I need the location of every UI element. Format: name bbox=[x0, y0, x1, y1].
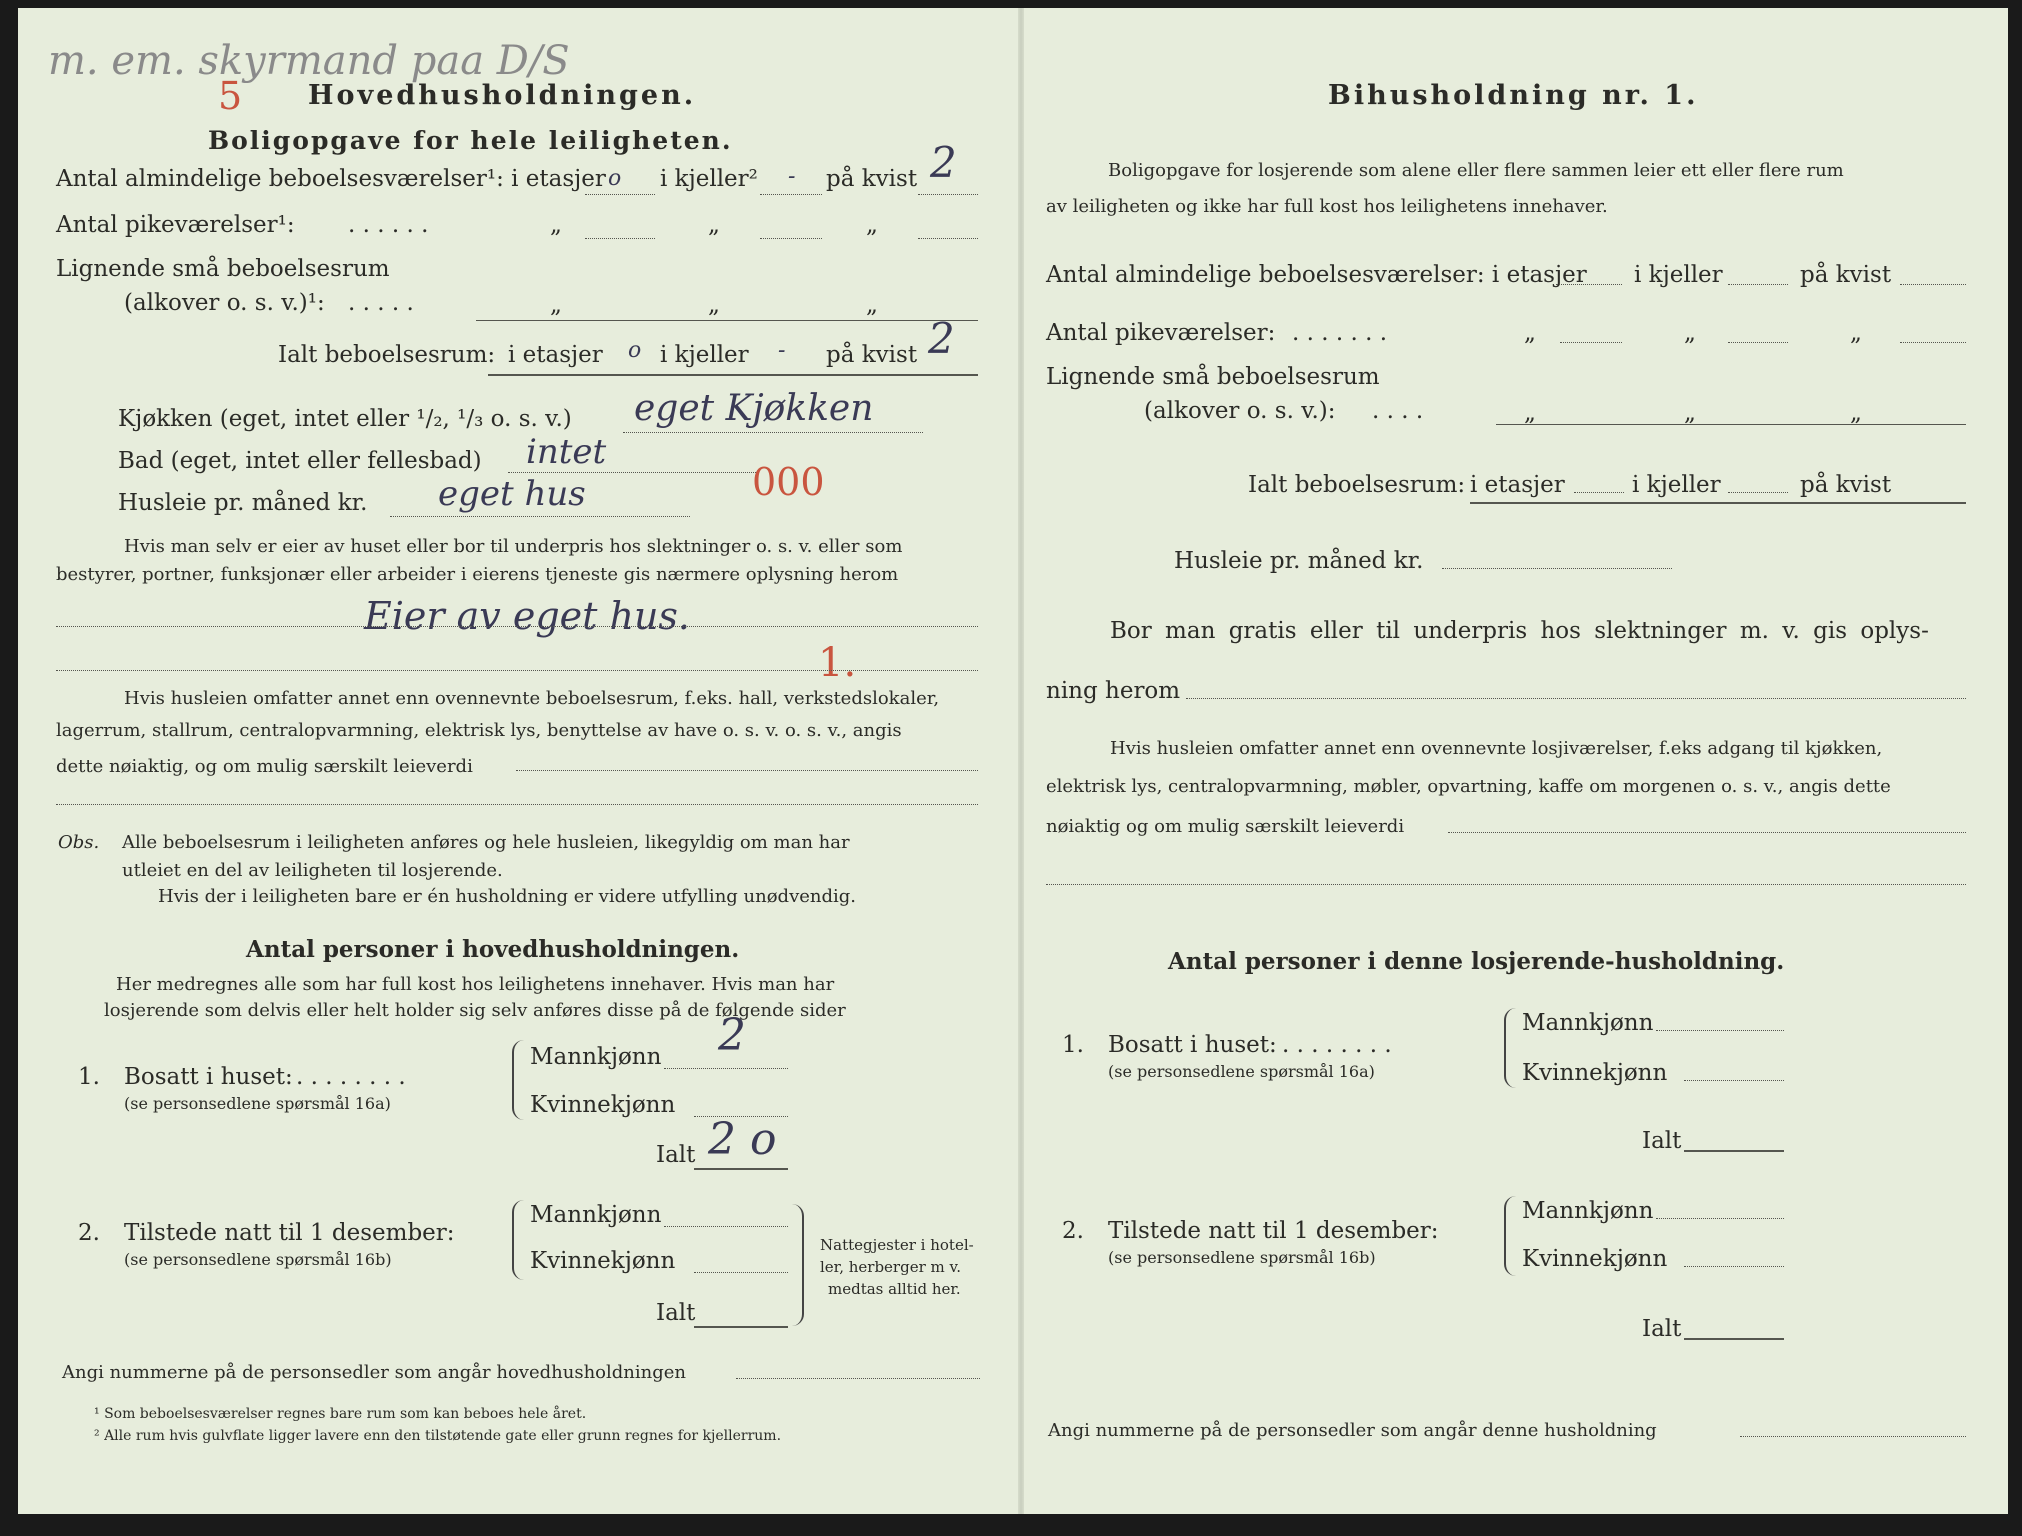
right-q2-ialt-label: Ialt bbox=[1642, 1316, 1682, 1342]
right-q2-label: Tilstede natt til 1 desember: bbox=[1108, 1218, 1439, 1244]
husleie-label: Husleie pr. måned kr. bbox=[118, 490, 368, 516]
right-q1-ialt-line[interactable] bbox=[1684, 1150, 1784, 1152]
right-q2-number: 2. bbox=[1062, 1218, 1084, 1244]
eier-text-line1: Hvis man selv er eier av huset eller bor til underpris hos slektninger o. s. v. eller som bbox=[124, 536, 903, 557]
rooms-kjeller-value: - bbox=[788, 164, 796, 189]
right-rooms-label: Antal almindelige beboelsesværelser: i etasjer bbox=[1046, 262, 1587, 288]
nattegjester-line2: ler, herberger m v. bbox=[820, 1258, 961, 1276]
right-ialt-kjeller-line[interactable] bbox=[1728, 492, 1788, 493]
right-alkover-ditto-3: „ bbox=[1850, 400, 1862, 426]
ialt-underline bbox=[488, 374, 978, 376]
right-title: Bihusholdning nr. 1. bbox=[1328, 80, 1699, 111]
rooms-kvist-label: på kvist bbox=[826, 166, 918, 192]
right-page bbox=[1024, 8, 2008, 1514]
pike-etasjer-line[interactable] bbox=[585, 238, 655, 239]
right-ialt-underline bbox=[1470, 502, 1966, 504]
q2-mann-label: Mannkjønn bbox=[530, 1202, 662, 1228]
rooms-kjeller-line[interactable] bbox=[760, 194, 822, 195]
right-pike-kvist-line[interactable] bbox=[1900, 342, 1966, 343]
pike-ditto-1: „ bbox=[550, 212, 562, 238]
q1-kvinne-label: Kvinnekjønn bbox=[530, 1092, 676, 1118]
right-ialt-kjeller-label: i kjeller bbox=[1632, 472, 1721, 498]
obs-line2: utleiet en del av leiligheten til losjerende. bbox=[122, 860, 503, 881]
right-husleie-label: Husleie pr. måned kr. bbox=[1174, 548, 1424, 574]
right-pike-etasjer-line[interactable] bbox=[1560, 342, 1622, 343]
right-pike-ditto-2: „ bbox=[1684, 320, 1696, 346]
pike-ditto-3: „ bbox=[866, 212, 878, 238]
alkover-ditto-2: „ bbox=[708, 292, 720, 318]
obs-label: Obs. bbox=[58, 832, 100, 853]
q2-ialt-line[interactable] bbox=[694, 1326, 788, 1328]
obs-line3: Hvis der i leiligheten bare er én husholdning er videre utfylling unødvendig. bbox=[158, 886, 857, 907]
q2-right-brace bbox=[788, 1204, 804, 1326]
right-persons-title: Antal personer i denne losjerende-husholdning. bbox=[1168, 948, 1785, 975]
right-rooms-kvist-label: på kvist bbox=[1800, 262, 1892, 288]
right-rooms-etasjer-line[interactable] bbox=[1556, 284, 1622, 285]
kjokken-label: Kjøkken (eget, intet eller ¹/₂, ¹/₃ o. s. v.) bbox=[118, 406, 572, 432]
persons-line1: Her medregnes alle som har full kost hos leilighetens innehaver. Hvis man har bbox=[116, 974, 835, 995]
right-ialt-etasjer-label: i etasjer bbox=[1470, 472, 1565, 498]
bad-label: Bad (eget, intet eller fellesbad) bbox=[118, 448, 482, 474]
right-pike-label: Antal pikeværelser: bbox=[1046, 320, 1276, 346]
right-gratis-line2: ning herom bbox=[1046, 678, 1181, 704]
right-omfatter-line-a[interactable] bbox=[1448, 832, 1966, 833]
q2-number: 2. bbox=[78, 1220, 100, 1246]
page-title: Hovedhusholdningen. bbox=[308, 80, 697, 111]
alkover-leader-dots: . . . . . bbox=[348, 290, 414, 316]
right-q1-sub: (se personsedlene spørsmål 16a) bbox=[1108, 1062, 1375, 1081]
nattegjester-line1: Nattegjester i hotel- bbox=[820, 1236, 974, 1254]
footnote-2: ² Alle rum hvis gulvflate ligger lavere enn den tilstøtende gate eller grunn regnes for kjellerrum. bbox=[94, 1428, 782, 1444]
q2-sub: (se personsedlene spørsmål 16b) bbox=[124, 1250, 392, 1269]
right-q2-mann-label: Mannkjønn bbox=[1522, 1198, 1654, 1224]
angi-line[interactable] bbox=[736, 1378, 980, 1379]
ialt-kvist-value: 2 bbox=[928, 314, 955, 363]
right-rooms-kvist-line[interactable] bbox=[1900, 284, 1966, 285]
alkover-ditto-1: „ bbox=[550, 292, 562, 318]
right-pike-ditto-1: „ bbox=[1524, 320, 1536, 346]
eier-line-1[interactable] bbox=[56, 626, 978, 627]
right-omfatter-line2: elektrisk lys, centralopvarmning, møbler, opvartning, kaffe om morgenen o. s. v., angis dette bbox=[1046, 776, 1891, 797]
obs-line1: Alle beboelsesrum i leiligheten anføres og hele husleien, likegyldig om man har bbox=[122, 832, 850, 853]
right-gratis-line[interactable] bbox=[1186, 698, 1966, 699]
right-intro-line2: av leiligheten og ikke har full kost hos leilighetens innehaver. bbox=[1046, 196, 1608, 217]
eier-text-line2: bestyrer, portner, funksjonær eller arbeider i eierens tjeneste gis nærmere oplysning herom bbox=[56, 564, 899, 585]
husleie-line[interactable] bbox=[390, 516, 690, 517]
q1-brace bbox=[512, 1040, 528, 1120]
nattegjester-line3: medtas alltid her. bbox=[828, 1280, 961, 1298]
right-rooms-kjeller-line[interactable] bbox=[1728, 284, 1788, 285]
q2-kvinne-label: Kvinnekjønn bbox=[530, 1248, 676, 1274]
ialt-etasjer-label: i etasjer bbox=[508, 342, 603, 368]
right-q2-mann-line[interactable] bbox=[1656, 1218, 1784, 1219]
omfatter-line1: Hvis husleien omfatter annet enn ovennevnte beboelsesrum, f.eks. hall, verkstedslokaler, bbox=[124, 688, 940, 709]
right-q2-brace bbox=[1504, 1196, 1520, 1276]
omfatter-line2: lagerrum, stallrum, centralopvarmning, elektrisk lys, benyttelse av have o. s. v. o. s. v., angis bbox=[56, 720, 902, 741]
right-husleie-line[interactable] bbox=[1442, 568, 1672, 569]
ialt-kvist-label: på kvist bbox=[826, 342, 918, 368]
angi-label: Angi nummerne på de personsedler som angår hovedhusholdningen bbox=[62, 1362, 686, 1383]
right-alkover-label: (alkover o. s. v.): bbox=[1144, 398, 1336, 424]
persons-title: Antal personer i hovedhusholdningen. bbox=[246, 936, 740, 963]
right-q1-kvinne-line[interactable] bbox=[1684, 1080, 1784, 1081]
right-q2-ialt-line[interactable] bbox=[1684, 1338, 1784, 1340]
right-q1-mann-label: Mannkjønn bbox=[1522, 1010, 1654, 1036]
q2-kvinne-line[interactable] bbox=[694, 1272, 788, 1273]
rooms-kvist-value: 2 bbox=[930, 138, 957, 187]
q2-ialt-label: Ialt bbox=[656, 1300, 696, 1326]
ialt-rooms-label: Ialt beboelsesrum: bbox=[278, 342, 496, 368]
q1-mann-label: Mannkjønn bbox=[530, 1044, 662, 1070]
right-q1-kvinne-label: Kvinnekjønn bbox=[1522, 1060, 1668, 1086]
alkover-underline bbox=[476, 320, 978, 321]
q2-label: Tilstede natt til 1 desember: bbox=[124, 1220, 455, 1246]
right-omfatter-line1: Hvis husleien omfatter annet enn ovennevnte losjiværelser, f.eks adgang til kjøkken, bbox=[1110, 738, 1883, 759]
pike-label: Antal pikeværelser¹: bbox=[56, 212, 295, 238]
right-alkover-leader-dots: . . . . bbox=[1372, 398, 1424, 424]
pike-kjeller-line[interactable] bbox=[760, 238, 822, 239]
right-omfatter-line3: nøiaktig og om mulig særskilt leieverdi bbox=[1046, 816, 1405, 837]
pike-leader-dots: . . . . . . bbox=[348, 212, 429, 238]
rooms-etasjer-value: o bbox=[608, 166, 622, 191]
persons-line2: losjerende som delvis eller helt holder sig selv anføres disse på de følgende sider bbox=[104, 1000, 846, 1021]
q1-ialt-line[interactable] bbox=[694, 1168, 788, 1170]
q1-ialt-label: Ialt bbox=[656, 1142, 696, 1168]
page-subtitle: Boligopgave for hele leiligheten. bbox=[208, 126, 733, 155]
ialt-etasjer-value: o bbox=[628, 338, 642, 363]
omfatter-line-b[interactable] bbox=[56, 804, 978, 805]
right-q1-leader-dots: . . . . . . . . bbox=[1282, 1032, 1392, 1058]
husleie-value: eget hus bbox=[438, 474, 586, 514]
omfatter-line3: dette nøiaktig, og om mulig særskilt leieverdi bbox=[56, 756, 473, 777]
right-angi-label: Angi nummerne på de personsedler som angår denne husholdning bbox=[1048, 1420, 1657, 1441]
right-angi-line[interactable] bbox=[1740, 1436, 1966, 1437]
q2-brace bbox=[512, 1200, 528, 1280]
right-q1-brace bbox=[1504, 1008, 1520, 1088]
kjokken-line[interactable] bbox=[623, 432, 923, 433]
right-intro-line1: Boligopgave for losjerende som alene eller flere sammen leier ett eller flere rum bbox=[1108, 160, 1844, 181]
right-alkover-ditto-2: „ bbox=[1684, 400, 1696, 426]
rooms-kvist-line[interactable] bbox=[918, 194, 978, 195]
rooms-kjeller-label: i kjeller² bbox=[660, 166, 758, 192]
alkover-ditto-3: „ bbox=[866, 292, 878, 318]
right-omfatter-line-b[interactable] bbox=[1046, 884, 1966, 885]
right-q2-sub: (se personsedlene spørsmål 16b) bbox=[1108, 1248, 1376, 1267]
right-gratis-line1: Bor man gratis eller til underpris hos slektninger m. v. gis oplys- bbox=[1110, 618, 1929, 644]
handwritten-red-number: 5 bbox=[218, 74, 243, 118]
right-lignende-label: Lignende små beboelsesrum bbox=[1046, 364, 1380, 390]
right-alkover-ditto-1: „ bbox=[1524, 400, 1536, 426]
q1-leader-dots: . . . . . . . . bbox=[296, 1064, 406, 1090]
rooms-etasjer-line[interactable] bbox=[585, 194, 655, 195]
q1-label: Bosatt i huset: bbox=[124, 1064, 293, 1090]
bad-line[interactable] bbox=[508, 472, 758, 473]
right-q1-number: 1. bbox=[1062, 1032, 1084, 1058]
omfatter-line-a[interactable] bbox=[516, 770, 978, 771]
right-q1-label: Bosatt i huset: bbox=[1108, 1032, 1277, 1058]
husleie-red-mark: 000 bbox=[752, 460, 825, 504]
ialt-kjeller-value: - bbox=[778, 338, 786, 363]
q1-sub: (se personsedlene spørsmål 16a) bbox=[124, 1094, 391, 1113]
right-rooms-kjeller-label: i kjeller bbox=[1634, 262, 1723, 288]
pike-ditto-2: „ bbox=[708, 212, 720, 238]
right-pike-kjeller-line[interactable] bbox=[1728, 342, 1788, 343]
right-ialt-kvist-label: på kvist bbox=[1800, 472, 1892, 498]
rooms-label: Antal almindelige beboelsesværelser¹: i etasjer bbox=[56, 166, 606, 192]
eier-line-2[interactable] bbox=[56, 670, 978, 671]
right-q1-mann-line[interactable] bbox=[1656, 1030, 1784, 1031]
left-page bbox=[18, 8, 1018, 1514]
right-ialt-label: Ialt beboelsesrum: bbox=[1248, 472, 1466, 498]
right-ialt-etasjer-line[interactable] bbox=[1574, 492, 1624, 493]
right-q1-ialt-label: Ialt bbox=[1642, 1128, 1682, 1154]
footnote-1: ¹ Som beboelsesværelser regnes bare rum som kan beboes hele året. bbox=[94, 1406, 587, 1422]
census-form-sheet bbox=[18, 8, 2008, 1514]
alkover-label: (alkover o. s. v.)¹: bbox=[124, 290, 325, 316]
q1-ialt-value: 2 o bbox=[708, 1114, 777, 1165]
right-pike-leader-dots: . . . . . . . bbox=[1292, 320, 1388, 346]
right-q2-kvinne-label: Kvinnekjønn bbox=[1522, 1246, 1668, 1272]
right-q2-kvinne-line[interactable] bbox=[1684, 1266, 1784, 1267]
kjokken-value: eget Kjøkken bbox=[634, 388, 874, 429]
lignende-label: Lignende små beboelsesrum bbox=[56, 256, 390, 282]
q2-mann-line[interactable] bbox=[664, 1226, 788, 1227]
q1-mann-line[interactable] bbox=[664, 1068, 788, 1069]
pike-kvist-line[interactable] bbox=[918, 238, 978, 239]
q1-mann-value: 2 bbox=[718, 1010, 746, 1061]
bad-value: intet bbox=[526, 432, 607, 472]
red-one-mark: 1. bbox=[818, 640, 857, 686]
right-alkover-underline bbox=[1496, 424, 1966, 425]
ialt-kjeller-label: i kjeller bbox=[660, 342, 749, 368]
handwritten-top-note: m. em. skyrmand paa D/S bbox=[48, 38, 570, 84]
right-pike-ditto-3: „ bbox=[1850, 320, 1862, 346]
eier-value: Eier av eget hus. bbox=[364, 594, 691, 638]
q1-number: 1. bbox=[78, 1064, 100, 1090]
